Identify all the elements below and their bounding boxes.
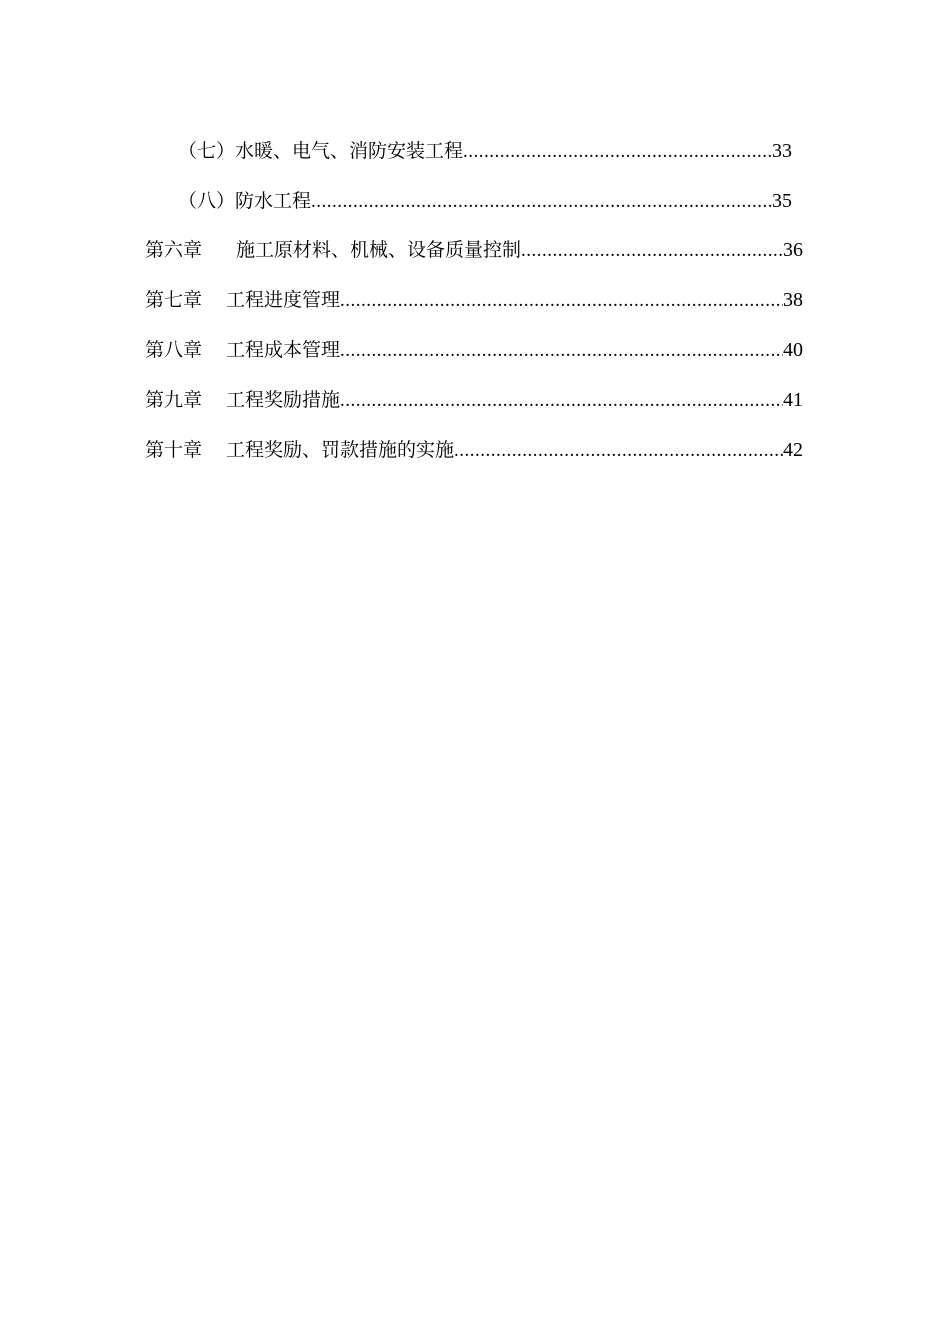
toc-entry[interactable] — [178, 186, 792, 216]
dot-leader — [311, 187, 772, 217]
toc-entry-title: 工程奖励、罚款措施的实施 — [226, 439, 455, 461]
toc-entry[interactable] — [145, 435, 803, 465]
toc-entry-page-number: 38 — [783, 289, 803, 311]
toc-entry-page-number: 42 — [783, 439, 803, 461]
toc-entry-chapter: 第十章 — [145, 439, 203, 461]
toc-entry-chapter: 第九章 — [145, 389, 203, 411]
toc-entry-chapter: 第六章 — [145, 239, 203, 261]
toc-entry[interactable] — [178, 136, 792, 166]
toc-entry[interactable] — [145, 285, 803, 315]
toc-entry-chapter: 第八章 — [145, 339, 203, 361]
toc-entry-page-number: 33 — [772, 140, 792, 162]
dot-leader — [463, 137, 772, 167]
dot-leader — [340, 386, 783, 416]
toc-entry[interactable] — [145, 385, 803, 415]
toc-entry-page-number: 35 — [772, 190, 792, 212]
toc-entry-page-number: 36 — [783, 239, 803, 261]
dot-leader — [521, 236, 783, 266]
toc-entry-page-number: 41 — [783, 389, 803, 411]
toc-entry-title: 工程进度管理 — [226, 289, 341, 311]
toc-entry-title: （七）水暖、电气、消防安装工程 — [178, 140, 464, 162]
toc-entry-title: （八）防水工程 — [178, 190, 312, 212]
dot-leader — [340, 286, 783, 316]
dot-leader — [340, 336, 783, 366]
toc-entry-title: 工程奖励措施 — [226, 389, 341, 411]
toc-entry-chapter: 第七章 — [145, 289, 203, 311]
dot-leader — [454, 436, 783, 466]
toc-entry-title: 施工原材料、机械、设备质量控制 — [236, 239, 522, 261]
toc-entry-page-number: 40 — [783, 339, 803, 361]
toc-entry-title: 工程成本管理 — [226, 339, 341, 361]
toc-entry[interactable] — [145, 335, 803, 365]
toc-entry[interactable] — [145, 235, 803, 265]
